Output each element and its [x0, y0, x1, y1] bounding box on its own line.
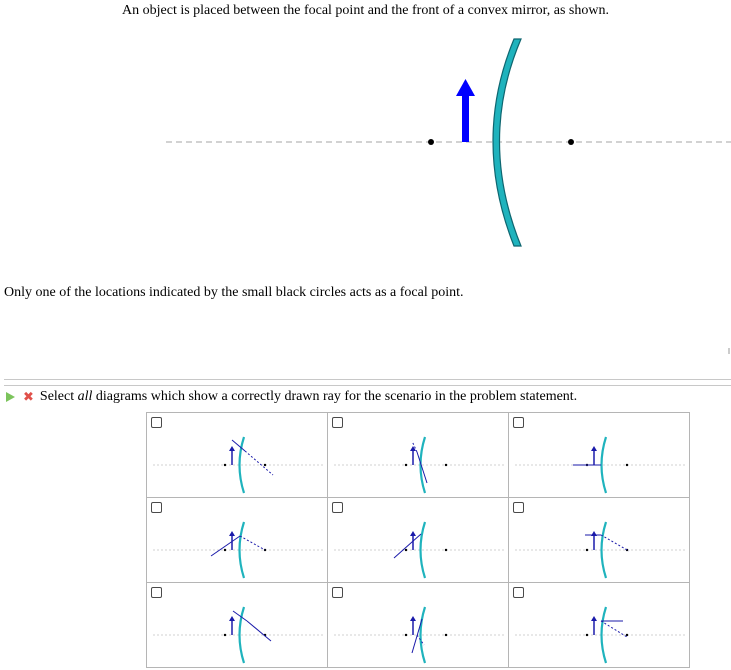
divider — [4, 379, 731, 380]
option-7-diagram — [147, 583, 328, 668]
option-2-diagram — [328, 413, 509, 498]
option-8[interactable] — [328, 583, 509, 668]
option-6-diagram — [509, 498, 690, 583]
option-8-diagram — [328, 583, 509, 668]
focal-point-note: Only one of the locations indicated by the small black circles acts as a focal point. — [4, 285, 464, 300]
x-icon: ✖ — [23, 389, 34, 405]
question-prompt — [40, 389, 577, 405]
option-5[interactable] — [328, 498, 509, 583]
focal-candidate-right — [568, 139, 574, 145]
option-3-diagram — [509, 413, 690, 498]
option-9[interactable] — [509, 583, 690, 668]
option-1-diagram — [147, 413, 328, 498]
option-4-diagram — [147, 498, 328, 583]
object-arrow — [456, 79, 475, 142]
prompt-lead: Select — [39, 389, 78, 404]
answer-options-grid — [146, 412, 690, 668]
resize-tick — [728, 348, 730, 354]
option-6[interactable] — [509, 498, 690, 583]
option-9-diagram — [509, 583, 690, 668]
play-icon[interactable] — [6, 392, 15, 402]
option-4[interactable] — [147, 498, 328, 583]
option-5-diagram — [328, 498, 509, 583]
question-prompt-row — [4, 388, 577, 406]
focal-candidate-left — [428, 139, 434, 145]
mirror-scenario-figure — [0, 30, 731, 255]
option-7[interactable] — [147, 583, 328, 668]
divider — [4, 385, 731, 386]
option-3[interactable] — [509, 413, 690, 498]
prompt-tail: diagrams which show a correctly drawn ray for the scenario in the problem statement. — [92, 389, 578, 404]
prompt-emphasis: all — [77, 389, 93, 404]
option-1[interactable] — [147, 413, 328, 498]
option-2[interactable] — [328, 413, 509, 498]
problem-intro: An object is placed between the focal point and the front of a convex mirror, as shown. — [122, 3, 609, 18]
